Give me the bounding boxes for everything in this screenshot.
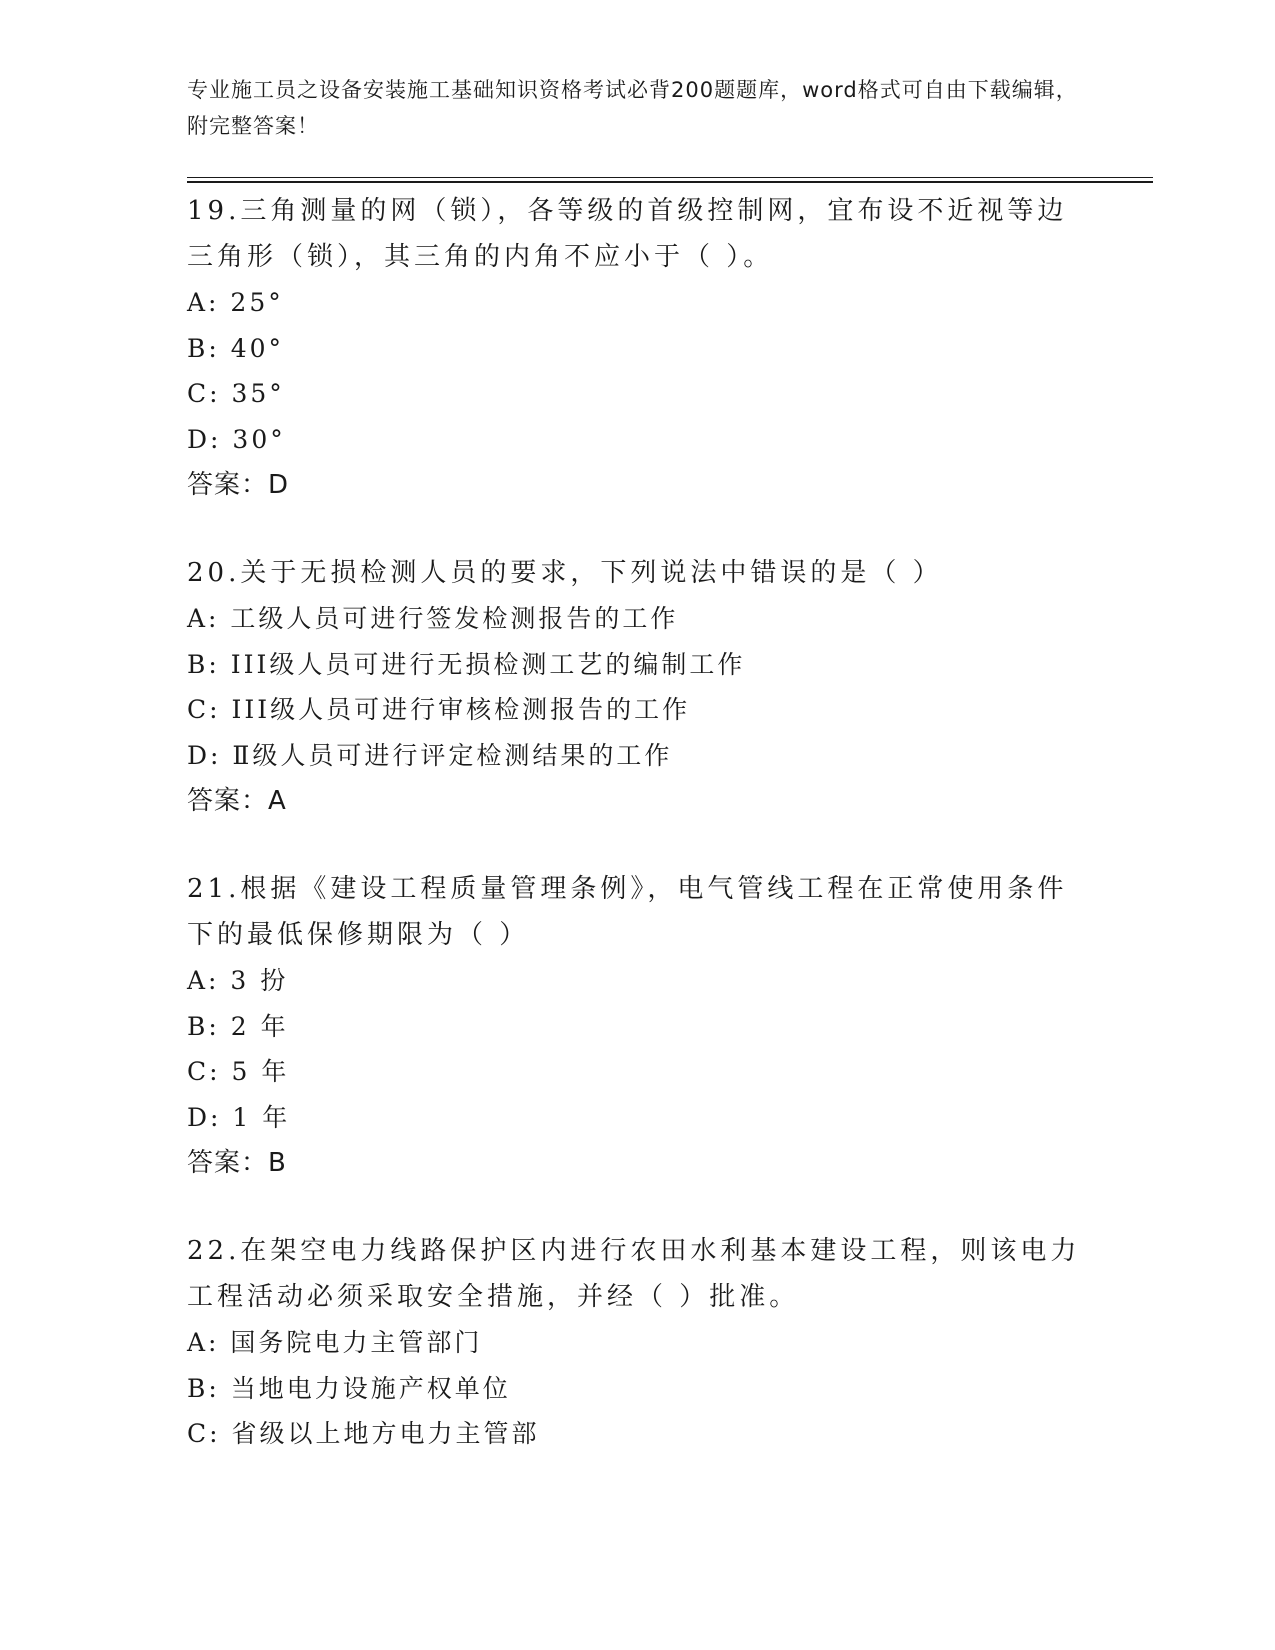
option-c: C: 5 年 [187,1057,290,1086]
header-divider-thick [187,181,1153,183]
option-b: B: 2 年 [187,1011,289,1041]
answer-line: 答案：B [187,1148,287,1178]
header-divider-thin [187,177,1153,178]
option-d: D: 30° [187,424,286,454]
question-19 [187,188,1087,508]
option-a: A: 工级人员可进行签发检测报告的工作 [187,604,679,633]
question-20 [187,550,1087,824]
question-stem: 20.关于无损检测人员的要求，下列说法中错误的是（ ） [187,558,943,588]
document-header: 专业施工员之设备安装施工基础知识资格考试必背200题题库，word格式可自由下载编辑，附完整答案！ [187,78,1078,138]
option-a: A: 25° [187,288,284,317]
option-d: D: 1 年 [187,1102,291,1132]
option-c: C: 省级以上地方电力主管部 [187,1419,540,1448]
option-b: B: III级人员可进行无损检测工艺的编制工作 [187,649,746,679]
question-stem: 19.三角测量的网（锁），各等级的首级控制网，宜布设不近视等边三角形（锁），其三角的内角不应小于（ ）。 [187,196,1068,272]
answer-line: 答案：A [187,786,287,816]
option-c: C: 35° [187,379,285,408]
option-d: D: Ⅱ级人员可进行评定检测结果的工作 [187,740,673,770]
question-list [187,188,1087,1499]
question-21 [187,866,1087,1186]
option-a: A: 国务院电力主管部门 [187,1328,483,1357]
option-c: C: III级人员可进行审核检测报告的工作 [187,695,691,724]
question-stem: 21.根据《建设工程质量管理条例》，电气管线工程在正常使用条件下的最低保修期限为（ ） [187,874,1068,950]
option-b: B: 当地电力设施产权单位 [187,1373,511,1403]
question-stem: 22.在架空电力线路保护区内进行农田水利基本建设工程，则该电力工程活动必须采取安全措施，并经（ ）批准。 [187,1236,1081,1312]
question-22 [187,1228,1087,1457]
answer-line: 答案：D [187,470,290,500]
option-b: B: 40° [187,333,285,363]
option-a: A: 3 扮 [187,966,289,995]
